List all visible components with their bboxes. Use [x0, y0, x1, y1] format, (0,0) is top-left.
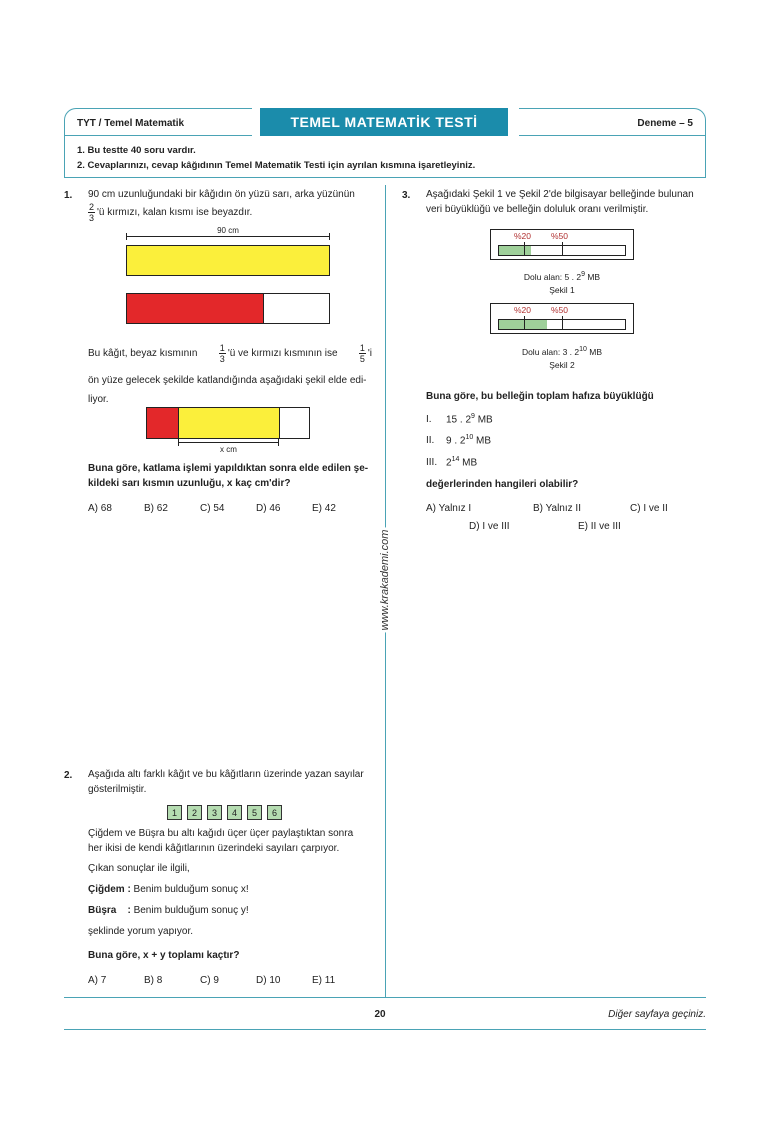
q1-dim-label: 90 cm — [217, 226, 239, 235]
fig2-bar-fill — [499, 320, 547, 329]
q1-text-line2: $\frac{2}{3}$ 'ü kırmızı, kalan kısmı ise beyazdır. — [89, 202, 253, 223]
page-header — [64, 108, 706, 136]
q1-text-line3: Bu kâğıt, beyaz kısmının $\frac{1}{3}$ 'ü ve kırmızı kısmının ise $\frac{1}{5}$ 'i — [88, 343, 372, 364]
card: 4 — [227, 805, 242, 820]
instruction-1: 1. Bu testte 40 soru vardır. — [77, 145, 196, 156]
footer-top-line — [64, 997, 706, 998]
fig1-label-50: %50 — [551, 231, 569, 241]
watermark: www.krakademi.com — [379, 529, 391, 631]
q1-fraction-1-5: $\frac{1}{5}$ — [359, 343, 365, 364]
q1-option-b[interactable]: B) 62 — [144, 503, 168, 514]
q2-statement-2: Büşra : Benim bulduğum sonuç y! — [88, 905, 249, 916]
fig1-used: Dolu alan: 5 . $2^9$ MB — [523, 271, 601, 282]
q3-text-line1: Aşağıdaki Şekil 1 ve Şekil 2'de bilgisayar belleğinde bulunan — [426, 189, 694, 200]
memory-figure-2 — [490, 303, 634, 334]
q2-text-line5: Çıkan sonuçlar ile ilgili, — [88, 863, 190, 874]
q3-text-line2: veri büyüklüğü ve belleğin doluluk oranı verilmiştir. — [426, 204, 649, 215]
q1-text-line1: 90 cm uzunluğundaki bir kâğıdın ön yüzü sarı, arka yüzünün — [88, 189, 355, 200]
instructions — [64, 136, 706, 178]
folded-red-part — [147, 408, 179, 438]
card: 6 — [267, 805, 282, 820]
card: 5 — [247, 805, 262, 820]
card: 3 — [207, 805, 222, 820]
next-page-note: Diğer sayfaya geçiniz. — [608, 1009, 706, 1020]
yellow-paper-front — [126, 245, 330, 276]
q1-question-line2: kildeki sarı kısmın uzunluğu, x kaç cm'dir? — [88, 478, 291, 489]
q3-option-a[interactable]: A) Yalnız I — [426, 503, 472, 514]
q2-option-d[interactable]: D) 10 — [256, 975, 281, 986]
fig2-bar — [498, 319, 626, 330]
q1-dim-line — [126, 236, 330, 237]
q2-question: Buna göre, x + y toplamı kaçtır? — [88, 950, 240, 961]
q2-statement-1: Çiğdem : Benim bulduğum sonuç x! — [88, 884, 249, 895]
memory-figure-1 — [490, 229, 634, 260]
fig1-bar — [498, 245, 626, 256]
fig2-used: Dolu alan: 3 . $2^{10}$ MB — [521, 346, 603, 357]
q2-text-line2: gösterilmiştir. — [88, 784, 147, 795]
header-left-box — [64, 108, 252, 136]
q1-option-d[interactable]: D) 46 — [256, 503, 281, 514]
q3-question: Buna göre, bu belleğin toplam hafıza büyüklüğü — [426, 391, 654, 402]
q3-option-e[interactable]: E) II ve III — [578, 521, 621, 532]
q2-option-e[interactable]: E) 11 — [312, 975, 336, 986]
q1-option-e[interactable]: E) 42 — [312, 503, 336, 514]
q3-item-1: I. 15 . $2^9$ MB — [426, 413, 493, 426]
card: 1 — [167, 805, 182, 820]
red-part — [127, 294, 264, 323]
fig2-caption: Şekil 2 — [549, 360, 575, 370]
q1-question-line1: Buna göre, katlama işlemi yapıldıktan sonra elde edilen şe- — [88, 463, 369, 474]
page-number: 20 — [374, 1009, 386, 1020]
number-cards — [167, 805, 285, 820]
q2-option-c[interactable]: C) 9 — [200, 975, 219, 986]
exam-number: Deneme – 5 — [637, 118, 693, 129]
x-dim-label: x cm — [220, 445, 237, 454]
folded-paper — [146, 407, 310, 439]
card: 2 — [187, 805, 202, 820]
header-right-box — [519, 108, 706, 136]
q2-text-line4: her ikisi de kendi kâğıtlarının üzerindeki sayıları çarpıyor. — [88, 843, 340, 854]
q2-number: 2. — [64, 770, 73, 781]
q2-text-line6: şeklinde yorum yapıyor. — [88, 926, 194, 937]
q1-option-a[interactable]: A) 68 — [88, 503, 112, 514]
q3-item-3: III. $2^{14}$ MB — [426, 456, 478, 469]
q1-number: 1. — [64, 190, 73, 201]
x-dim-line — [178, 442, 279, 443]
q3-option-c[interactable]: C) I ve II — [630, 503, 668, 514]
q3-option-b[interactable]: B) Yalnız II — [533, 503, 581, 514]
q2-text-line1: Aşağıda altı farklı kâğıt ve bu kâğıtların üzerinde yazan sayılar — [88, 769, 364, 780]
q1-text-line4: ön yüze gelecek şekilde katlandığında aşağıdaki şekil elde edi- — [88, 375, 367, 386]
folded-yellow-part — [179, 408, 280, 438]
fig2-label-20: %20 — [514, 305, 532, 315]
test-title: TEMEL MATEMATİK TESTİ — [260, 108, 508, 136]
q3-item-2: II. 9 . $2^{10}$ MB — [426, 434, 492, 447]
exam-subject: TYT / Temel Matematik — [77, 118, 185, 129]
q2-option-a[interactable]: A) 7 — [88, 975, 107, 986]
q3-option-d[interactable]: D) I ve III — [469, 521, 510, 532]
q3-question-2: değerlerinden hangileri olabilir? — [426, 479, 579, 490]
q1-option-c[interactable]: C) 54 — [200, 503, 225, 514]
fig2-label-50: %50 — [551, 305, 569, 315]
q2-text-line3: Çiğdem ve Büşra bu altı kağıdı üçer üçer paylaştıktan sonra — [88, 828, 354, 839]
q1-text-line5: liyor. — [88, 394, 109, 405]
q3-number: 3. — [402, 190, 411, 201]
q1-fraction-2-3: $\frac{2}{3}$ — [89, 202, 95, 223]
fig1-caption: Şekil 1 — [549, 285, 575, 295]
fig1-label-20: %20 — [514, 231, 532, 241]
q1-fraction-1-3: $\frac{1}{3}$ — [219, 343, 225, 364]
q2-option-b[interactable]: B) 8 — [144, 975, 163, 986]
fig1-bar-fill — [499, 246, 531, 255]
paper-back — [126, 293, 330, 324]
instruction-2: 2. Cevaplarınızı, cevap kâğıdının Temel Matematik Testi için ayrılan kısmına işaretleyiniz. — [77, 160, 476, 171]
footer-bottom-line — [64, 1029, 706, 1030]
